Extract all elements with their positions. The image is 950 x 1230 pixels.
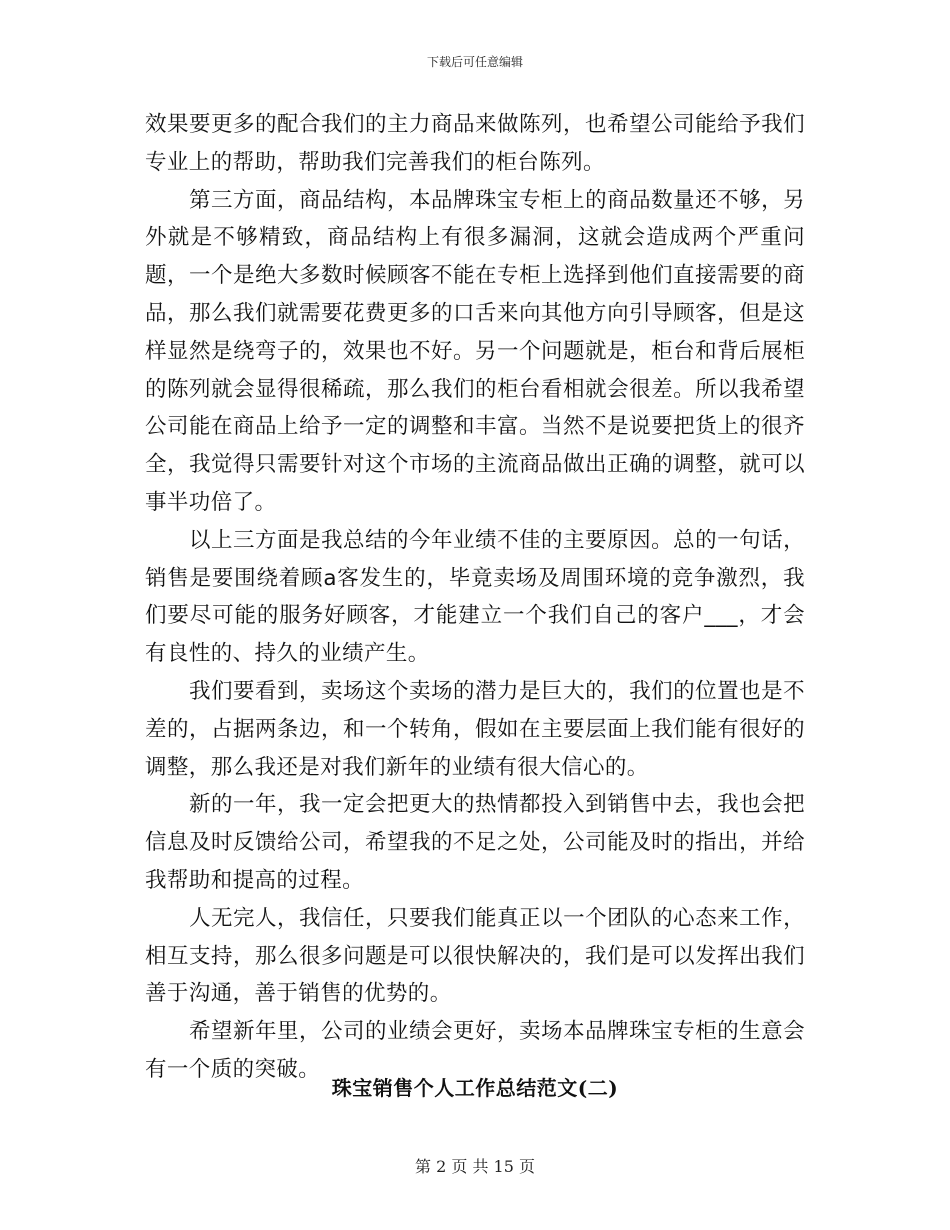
page-header: 下载后可任意编辑 — [426, 55, 523, 69]
document-body — [145, 106, 805, 1089]
paragraph-5: 新的一年，我一定会把更大的热情都投入到销售中去，我也会把信息及时反馈给公司，希望我的不足之处，公司能及时的指出，并给我帮助和提高的过程。 — [145, 792, 805, 893]
paragraph-1: 效果要更多的配合我们的主力商品来做陈列，也希望公司能给予我们专业上的帮助，帮助我们完善我们的柜台陈列。 — [145, 112, 805, 175]
paragraph-3: 以上三方面是我总结的今年业绩不佳的主要原因。总的一句话，销售是要围绕着顾a客发生的，毕竟卖场及周围环境的竞争激烈，我们要尽可能的服务好顾客，才能建立一个我们自己的客户___，才会有良性的、持久的业绩产生。 — [145, 527, 805, 667]
paragraph-7: 希望新年里，公司的业绩会更好，卖场本品牌珠宝专柜的生意会有一个质的突破。 — [145, 1019, 805, 1082]
page-footer: 第 2 页 共 15 页 — [415, 1157, 535, 1176]
paragraph-2: 第三方面，商品结构，本品牌珠宝专柜上的商品数量还不够，另外就是不够精致，商品结构上有很多漏洞，这就会造成两个严重问题，一个是绝大多数时候顾客不能在专柜上选择到他们直接需要的商品，那么我们就需要花费更多的口舌来向其他方向引导顾客，但是这样显然是绕弯子的，效果也不好。另一个问题就是，柜台和背后展柜的陈列就会显得很稀疏，那么我们的柜台看相就会很差。所以我希望公司能在商品上给予一定的调整和丰富。当然不是说要把货上的很齐全，我觉得只需要针对这个市场的主流商品做出正确的调整，就可以事半功倍了。 — [145, 187, 805, 515]
paragraph-6: 人无完人，我信任，只要我们能真正以一个团队的心态来工作，相互支持，那么很多问题是可以很快解决的，我们是可以发挥出我们善于沟通，善于销售的优势的。 — [145, 905, 805, 1007]
section-title: 珠宝销售个人工作总结范文(二) — [331, 1076, 619, 1100]
paragraph-4: 我们要看到，卖场这个卖场的潜力是巨大的，我们的位置也是不差的，占据两条边，和一个转角，假如在主要层面上我们能有很好的调整，那么我还是对我们新年的业绩有很大信心的。 — [145, 678, 805, 780]
